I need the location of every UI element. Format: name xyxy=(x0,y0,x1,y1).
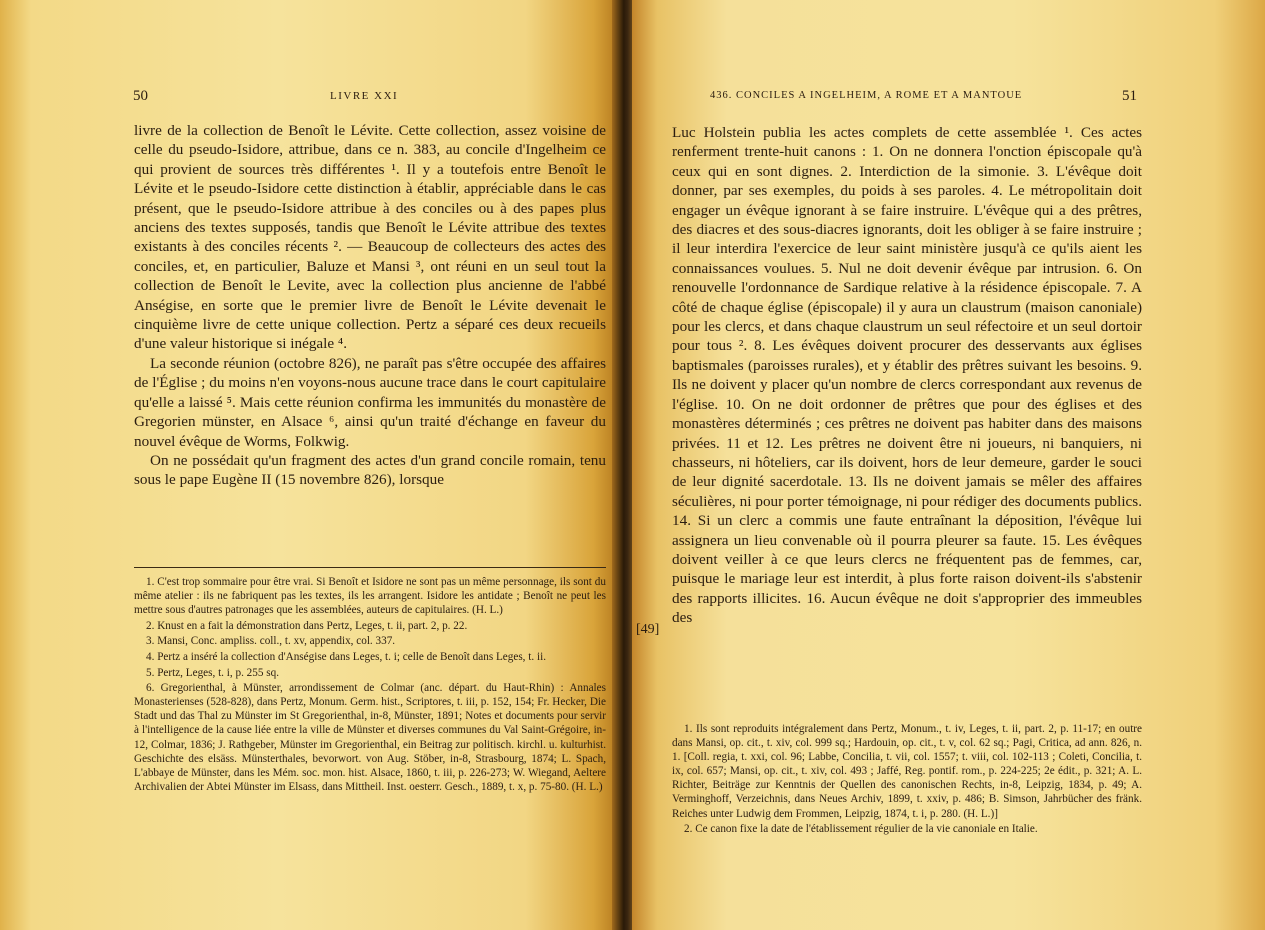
footnote: 5. Pertz, Leges, t. i, p. 255 sq. xyxy=(146,666,279,679)
paragraph: La seconde réunion (octobre 826), ne paraît pas s'être occupée des affaires de l'Église ; du moins n'en voyons-nous aucune trace dans le court capitulaire qu'elle a laissé ⁵. Mais cette réunion confirma les immunités du monastère de Gregorien münster, en Alsace ⁶, ainsi qu'un traité d'échange en faveur du nouvel évêque de Worms, Folkwig. xyxy=(134,354,606,450)
footnote-separator-left xyxy=(134,567,606,568)
body-text-right xyxy=(672,123,1142,628)
footnote: 1. C'est trop sommaire pour être vrai. Si Benoît et Isidore ne sont pas un même personnage, ils sont du même atelier : ils ne fabriquent pas les textes, ils les arrangent. Isidore les antidate ; Benoît ne peut les mettre sous d'autres patronages que les assemblées, auteurs de capitulaires. (H. L.) xyxy=(134,576,606,617)
footnotes-left xyxy=(134,575,606,795)
footnote: 4. Pertz a inséré la collection d'Anségise dans Leges, t. i; celle de Benoît dans Leges, t. ii. xyxy=(146,650,546,663)
left-page xyxy=(0,0,618,930)
footnote: 1. Ils sont reproduits intégralement dans Pertz, Monum., t. iv, Leges, t. ii, part. 2, p. 11-17; en outre dans Mansi, op. cit., t. xiv, col. 999 sq.; Hardouin, op. cit., t. v, col. 62 sq.; Pagi, Critica, ad ann. 826, n. 1. [Coll. regia, t. xxi, col. 96; Labbe, Concilia, t. vii, col. 1557; t. viii, col. 102-113 ; Coleti, Concilia, t. ix, col. 657; Mansi, op. cit., t. xiv, col. 493 ; Jaffé, Reg. pontif. rom., p. 224-225; 2e édit., p. 321; A. L. Richter, Beiträge zur Kenntnis der Quellen des canonischen Rechts, in-8, Leipzig, 1834, p. 49; A. Verminghoff, Verzeichnis, dans Neues Archiv, 1899, t. xxiv, p. 486; B. Simson, Jahrbücher des fränk. Reiches unter Ludwig dem Frommen, Leipzig, 1874, t. i, p. 280. (H. L.)] xyxy=(672,723,1142,820)
right-page xyxy=(632,0,1265,930)
paragraph: On ne possédait qu'un fragment des actes d'un grand concile romain, tenu sous le pape Eugène II (15 novembre 826), lorsque xyxy=(134,451,606,489)
footnote: 2. Knust en a fait la démonstration dans Pertz, Leges, t. ii, part. 2, p. 22. xyxy=(146,619,468,632)
paragraph: livre de la collection de Benoît le Lévite. Cette collection, assez voisine de celle du pseudo-Isidore, attribue, dans ce n. 383, au concile d'Ingelheim ce qui provient de sources très différentes ¹. Il y a toutefois entre Benoît le Lévite et le pseudo-Isidore cette distinction à établir, appréciable dans le cas présent, que le pseudo-Isidore attribue à des conciles ou à des papes plus anciens des textes supposés, tandis que Benoît le Lévite attribue des textes existants à des conciles récents ². — Beaucoup de collecteurs des actes des conciles, et, en particulier, Baluze et Mansi ³, ont réuni en un seul tout la collection de Benoît le Levite, avec la collection plus ancienne de l'abbé Anségise, en sorte que le premier livre de Benoît le Lévite devenait le cinquième livre de cette unique collection. Pertz a séparé ces deux recueils d'une valeur historique si inégale ⁴. xyxy=(134,122,606,353)
margin-reference: [49] xyxy=(636,622,660,637)
running-head-left: LIVRE XXI xyxy=(330,90,399,102)
footnote: 3. Mansi, Conc. ampliss. coll., t. xv, appendix, col. 337. xyxy=(146,635,396,648)
running-head-right: 436. CONCILES A INGELHEIM, A ROME ET A MANTOUE xyxy=(710,90,1023,101)
footnote: 6. Gregorienthal, à Münster, arrondissement de Colmar (anc. départ. du Haut-Rhin) : Annales Monasterienses (528-828), dans Pertz, Monum. Germ. hist., Scriptores, t. iii, p. 152, 154; Fr. Hecker, Die Stadt und das Thal zu Münster im St Gregorienthal, in-8, Münster, 1891; Notes et documents pour servir à l'intelligence de la cause liée entre la ville de Münster et diverses communes du Val Saint-Grégoire, in-12, Colmar, 1836; J. Rathgeber, Münster im Gregorienthal, ein Beitrag zur politisch. kirchl. u. kulturhist. Geschichte des elsäss. Münsterthales, bevorwort. von Aug. Stöber, in-8, Strasbourg, 1874; L. Spach, L'abbaye de Münster, dans les Mém. soc. mon. hist. Alsace, 1860, t. iii, p. 226-273; W. Wiegand, Aeltere Archivalien der Abtei Münster im Elsass, dans Mittheil. Inst. oesterr. Gesch., 1889, t. x, p. 75-80. (H. L.) xyxy=(134,682,606,793)
page-number-left: 50 xyxy=(133,88,148,104)
footnote: 2. Ce canon fixe la date de l'établissement régulier de la vie canoniale en Italie. xyxy=(684,823,1038,836)
page-number-right: 51 xyxy=(1122,88,1137,104)
footnotes-right xyxy=(672,722,1142,838)
body-text-left xyxy=(134,121,606,490)
paragraph: Luc Holstein publia les actes complets de cette assemblée ¹. Ces actes renferment trente-huit canons : 1. On ne donnera l'onction épiscopale qu'à ceux qui en sont dignes. 2. Interdiction de la simonie. 3. L'évêque doit donner, par ses exemples, du poids à ses paroles. 4. Le métropolitain doit engager un évêque ignorant à se faire instruire. L'évêque qui a des prêtres, des diacres et des sous-diacres ignorants, doit les obliger à se faire instruire ; il leur interdira l'exercice de leur saint ministère jusqu'à ce qu'ils aient les connaissances voulues. 5. Nul ne doit devenir évêque par intrusion. 6. On renouvelle l'ordonnance de Sardique relative à la résidence épiscopale. 7. A côté de chaque église (épiscopale) il y aura un claustrum (maison canoniale) pour les clercs, et dans chaque claustrum un seul réfectoire et un seul dortoir pour tous ². 8. Les évêques doivent procurer des desservants aux églises baptismales (paroisses rurales), et y établir des prêtres suivant les besoins. 9. Ils ne doivent y placer qu'un nombre de clercs correspondant aux revenus de l'église. 10. On ne doit ordonner de prêtres que pour des églises et des monastères déterminés ; ces prêtres ne doivent pas habiter dans des maisons privées. 11 et 12. Les prêtres ne doivent être ni joueurs, ni banquiers, ni chasseurs, ni hôteliers, car ils doivent, hors de leur demeure, garder le souci de leur dignité sacerdotale. 13. Ils ne doivent jamais se mêler des affaires séculières, ni pour porter témoignage, ni pour rédiger des documents publics. 14. Si un clerc a commis une faute entraînant la déposition, l'évêque lui assignera un lieu convenable où il pourra pleurer sa faute. 15. Les évêques doivent veiller à ce que leurs clercs ne fréquentent pas de femmes, car, puisque le mariage leur est interdit, à plus forte raison doivent-ils s'abstenir des rapports illicites. 16. Aucun évêque ne doit s'approprier des immeubles des xyxy=(672,124,1142,627)
